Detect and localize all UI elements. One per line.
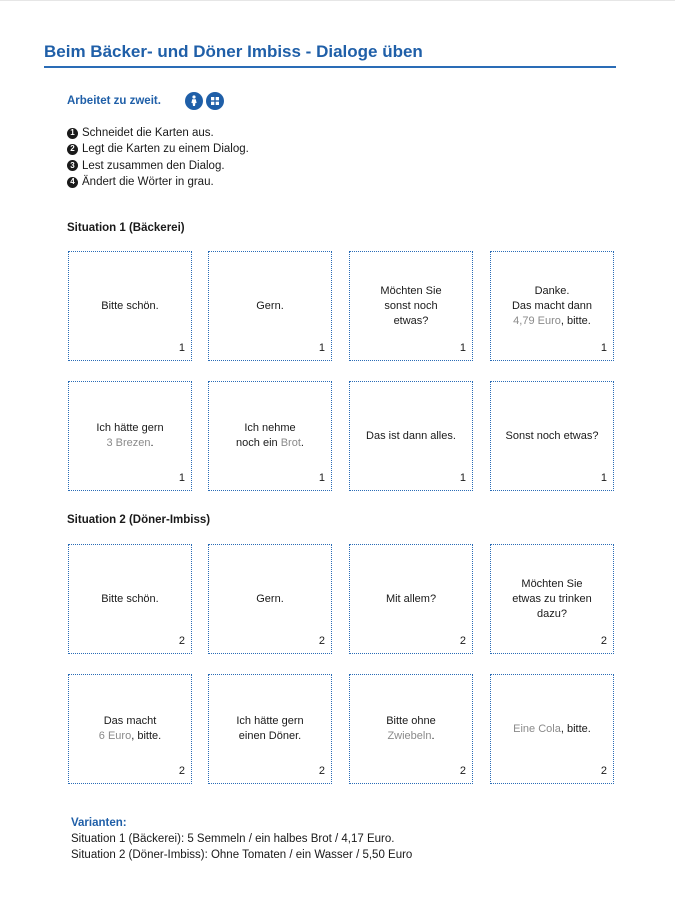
dialog-card[interactable] (68, 674, 192, 784)
card-text-line (99, 714, 161, 729)
card-number: 2 (178, 635, 185, 647)
card-text-line (236, 436, 304, 451)
card-text-line (236, 421, 304, 436)
card-text-line (96, 436, 163, 451)
card-text-segment: etwas zu trinken (512, 592, 592, 605)
step-item (67, 158, 249, 174)
dialog-card[interactable] (349, 381, 473, 491)
card-text (248, 592, 292, 607)
card-text-segment: sonst noch (384, 299, 438, 312)
card-text-segment: Danke. (534, 284, 570, 297)
card-text-line (512, 314, 592, 329)
card-text-segment: Bitte schön. (101, 592, 159, 605)
card-text-segment: Möchten Sie (521, 577, 583, 590)
card-text-segment: , bitte. (560, 314, 591, 327)
card-text-segment: Gern. (256, 592, 284, 605)
dialog-card[interactable] (208, 544, 332, 654)
step-number: 1 (67, 128, 78, 139)
step-text: Lest zusammen den Dialog. (82, 159, 225, 172)
card-text-grey: Eine Cola (513, 722, 561, 735)
card-text (505, 722, 599, 737)
card-text-segment: einen Döner. (238, 730, 302, 742)
card-text (248, 299, 292, 314)
card-text-segment: Sonst noch etwas? (505, 429, 599, 442)
card-number: 1 (178, 472, 185, 484)
card-text-line (101, 592, 158, 607)
dialog-card[interactable] (68, 381, 192, 491)
step-item (67, 141, 249, 157)
steps-list (67, 125, 249, 190)
card-text (228, 421, 312, 451)
card-text-segment: Ich nehme (244, 422, 296, 434)
card-text-line (506, 429, 599, 444)
situation2-label: Situation 2 (Döner-Imbiss) (67, 514, 211, 526)
varianten-section (71, 815, 421, 863)
card-text-line (512, 577, 591, 592)
card-text-line (380, 284, 441, 299)
card-text (498, 429, 607, 444)
card-text (88, 421, 171, 451)
card-text (93, 592, 166, 607)
card-text-grey: 3 Brezen (106, 437, 151, 449)
card-text-line (386, 592, 436, 607)
title-underline (44, 66, 616, 68)
card-number: 2 (178, 765, 185, 777)
card-number: 2 (459, 765, 466, 777)
card-text-segment: . (150, 437, 154, 449)
step-number: 3 (67, 160, 78, 171)
card-text-line (256, 592, 284, 607)
card-text-segment: Ich hätte gern (236, 715, 304, 727)
card-number: 2 (459, 635, 466, 647)
dialog-card[interactable] (490, 544, 614, 654)
page-title: Beim Bäcker- und Döner Imbiss - Dialoge üben (44, 42, 423, 61)
card-text-line (380, 299, 441, 314)
card-number: 1 (178, 342, 185, 354)
card-text-segment: Ich hätte gern (96, 422, 164, 434)
card-text-segment: etwas? (393, 314, 429, 327)
card-text-grey: Zwiebeln (387, 730, 432, 742)
dialog-card[interactable] (490, 381, 614, 491)
card-text-grey: Brot (280, 437, 301, 449)
card-number: 1 (459, 472, 466, 484)
card-text-line (512, 592, 591, 607)
card-text (378, 592, 444, 607)
card-text (372, 284, 449, 329)
card-text-segment: , bitte. (560, 722, 591, 735)
card-number: 2 (600, 765, 607, 777)
card-number: 2 (318, 765, 325, 777)
card-text-line (256, 299, 284, 314)
card-text-segment: . (300, 437, 304, 449)
dialog-card[interactable] (208, 381, 332, 491)
card-text-segment: Bitte schön. (101, 299, 159, 312)
work-icons (185, 92, 224, 110)
card-text-line (99, 729, 161, 744)
step-text: Legt die Karten zu einem Dialog. (82, 143, 249, 156)
varianten-line2: Situation 2 (Döner-Imbiss): Ohne Tomaten / ein Wasser / 5,50 Euro (71, 849, 413, 861)
card-text-segment: . (431, 730, 435, 742)
card-text-line (236, 729, 303, 744)
work-instruction (67, 92, 224, 110)
card-text (504, 577, 599, 622)
card-number: 1 (318, 472, 325, 484)
dialog-card[interactable] (68, 251, 192, 361)
dialog-card[interactable] (349, 251, 473, 361)
card-text (378, 714, 444, 744)
situation1-label: Situation 1 (Bäckerei) (67, 222, 185, 234)
dialog-card[interactable] (349, 674, 473, 784)
card-text-line (512, 299, 592, 314)
card-text-segment: noch ein (236, 437, 281, 449)
card-text-segment: Das macht dann (511, 299, 593, 312)
card-text (358, 429, 464, 444)
card-text-segment: Das ist dann alles. (366, 429, 456, 442)
card-text (91, 714, 169, 744)
card-text-line (386, 714, 436, 729)
card-text-segment: Mit allem? (385, 592, 437, 605)
dialog-card[interactable] (208, 251, 332, 361)
step-text: Ändert die Wörter in grau. (82, 175, 214, 188)
card-text (93, 299, 166, 314)
card-number: 1 (600, 472, 607, 484)
card-text-segment: Das macht (103, 715, 157, 727)
card-number: 2 (600, 635, 607, 647)
card-text-line (380, 314, 441, 329)
card-text-line (386, 729, 436, 744)
dialog-card[interactable] (68, 544, 192, 654)
step-item (67, 174, 249, 190)
varianten-line1: Situation 1 (Bäckerei): 5 Semmeln / ein halbes Brot / 4,17 Euro. (71, 833, 395, 845)
card-number: 1 (600, 342, 607, 354)
varianten-title: Varianten: (71, 817, 127, 829)
card-text-grey: 6 Euro (98, 730, 132, 742)
person-icon (185, 92, 203, 110)
card-text (228, 714, 311, 744)
card-text-segment: Gern. (256, 299, 284, 312)
card-text-grey: 4,79 Euro (513, 314, 561, 327)
card-text-line (512, 607, 591, 622)
card-text-segment: Bitte ohne (386, 715, 436, 727)
card-text (504, 284, 600, 329)
step-item (67, 125, 249, 141)
work-label: Arbeitet zu zweit. (67, 95, 161, 107)
card-text-line (101, 299, 158, 314)
card-text-line (513, 722, 591, 737)
step-number: 4 (67, 177, 78, 188)
dialog-card[interactable] (349, 544, 473, 654)
card-text-line (236, 714, 303, 729)
cards-icon (206, 92, 224, 110)
card-text-segment: Möchten Sie (380, 284, 442, 297)
card-text-segment: , bitte. (131, 730, 162, 742)
card-number: 1 (459, 342, 466, 354)
card-text-line (96, 421, 163, 436)
top-border (0, 0, 675, 1)
card-text-line (512, 284, 592, 299)
dialog-card[interactable] (490, 251, 614, 361)
step-number: 2 (67, 144, 78, 155)
card-text-segment: dazu? (537, 607, 567, 620)
card-text-line (366, 429, 456, 444)
card-number: 2 (318, 635, 325, 647)
card-number: 1 (318, 342, 325, 354)
step-text: Schneidet die Karten aus. (82, 127, 214, 139)
dialog-card[interactable] (490, 674, 614, 784)
dialog-card[interactable] (208, 674, 332, 784)
